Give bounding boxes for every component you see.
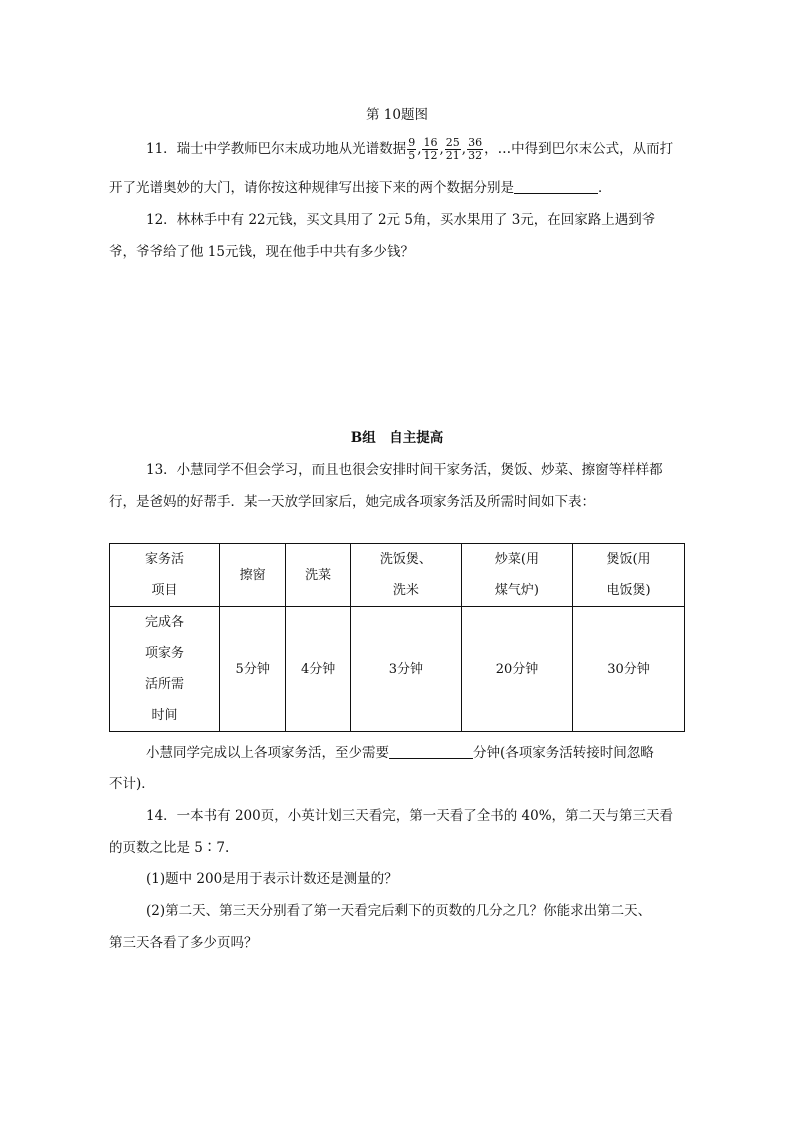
question-13-line-2: 行，是爸妈的好帮手．某一天放学回家后，她完成各项家务活及所需时间如下表： xyxy=(109,494,595,510)
question-14-sub-2-line-1: (2)第二天、第三天分别看了第一天看完后剩下的页数的几分之几？你能求出第二天、 xyxy=(146,903,652,919)
time-cell: 3分钟 xyxy=(350,607,461,732)
header-cell: 家务活 项目 xyxy=(110,544,220,607)
header-cell: 洗菜 xyxy=(286,544,350,607)
time-cell: 4分钟 xyxy=(286,607,350,732)
question-11-line-2: 开了光谱奥妙的大门，请你按这种规律写出接下来的两个数据分别是 ． xyxy=(109,180,612,196)
q11-text-end: ，…中得到巴尔末公式，从而打 xyxy=(484,141,674,157)
fraction: $\frac{9}{5}$ xyxy=(408,136,416,162)
question-13-answer-line-1: 小慧同学完成以上各项家务活，至少需要 分钟(各项家务活转接时间忽略 xyxy=(146,745,654,761)
table-row xyxy=(110,607,685,732)
row-label-cell: 完成各 项家务 活所需 时间 xyxy=(110,607,220,732)
header-cell: 洗饭煲、 洗米 xyxy=(350,544,461,607)
q11-text-start: 11．瑞士中学教师巴尔末成功地从光谱数据 xyxy=(146,141,407,157)
time-cell: 5分钟 xyxy=(219,607,285,732)
question-11-line-1: 11．瑞士中学教师巴尔末成功地从光谱数据 $\frac{9}{5}$ , $\frac{16}{12}$ , $\frac{25}{21}$ , $\frac{36}{32}$ ，…中得到巴尔末公式，从而打 xyxy=(146,136,674,162)
question-14-line-2: 的页数之比是 5∶7. xyxy=(109,840,230,856)
question-14-line-1: 14．一本书有 200页，小英计划三天看完，第一天看了全书的 40%，第二天与第三天看 xyxy=(146,808,674,824)
figure-caption: 第 10题图 xyxy=(366,107,428,123)
question-12-line-2: 爷，爷爷给了他 15元钱，现在他手中共有多少钱？ xyxy=(109,244,414,260)
question-13-answer-line-2: 不计)． xyxy=(109,776,155,792)
header-cell: 煲饭(用 电饭煲) xyxy=(572,544,684,607)
chores-table xyxy=(109,543,685,732)
section-heading: B组 自主提高 xyxy=(350,430,444,446)
header-cell: 擦窗 xyxy=(219,544,285,607)
question-12-line-1: 12．林林手中有 22元钱，买文具用了 2元 5角，买水果用了 3元，在回家路上遇到爷 xyxy=(146,212,656,228)
question-13-line-1: 13．小慧同学不但会学习，而且也很会安排时间干家务活，煲饭、炒菜、擦窗等样样都 xyxy=(146,462,663,478)
header-cell: 炒菜(用 煤气炉) xyxy=(461,544,572,607)
time-cell: 20分钟 xyxy=(461,607,572,732)
question-14-sub-1: (1)题中 200是用于表示计数还是测量的？ xyxy=(146,871,398,887)
fraction: $\frac{16}{12}$ xyxy=(423,136,438,162)
time-cell: 30分钟 xyxy=(572,607,684,732)
answer-blank[interactable] xyxy=(389,744,473,759)
fraction: $\frac{25}{21}$ xyxy=(445,136,460,162)
question-14-sub-2-line-2: 第三天各看了多少页吗？ xyxy=(109,935,258,951)
table-header-row xyxy=(110,544,685,607)
fraction: $\frac{36}{32}$ xyxy=(468,136,483,162)
answer-blank[interactable] xyxy=(514,179,598,194)
